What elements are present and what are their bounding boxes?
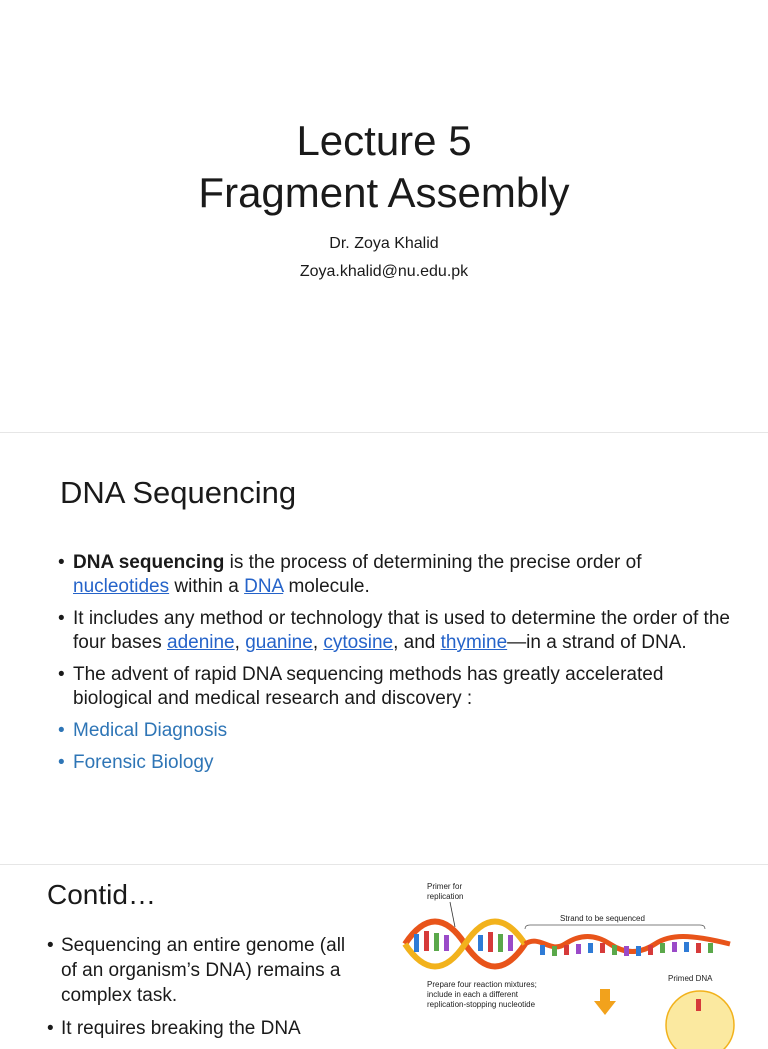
title-line-2: Fragment Assembly	[198, 169, 570, 216]
lecture-title	[0, 115, 768, 219]
bullet-icon: •	[58, 664, 65, 685]
text: It includes any method or technology that is used to determine the order of the four bases	[73, 608, 730, 653]
down-arrow-icon	[594, 989, 616, 1015]
text: ,	[312, 632, 324, 653]
title-slide	[0, 0, 768, 432]
bullet-list	[58, 551, 738, 783]
text: is the process of determining the precise order of	[224, 552, 642, 573]
prepare-label-2: include in each a different	[427, 990, 519, 999]
text: Medical Diagnosis	[73, 720, 228, 741]
link-nucleotides[interactable]: nucleotides	[73, 576, 170, 597]
bullet-list	[47, 933, 347, 1049]
bullet-genome	[47, 933, 347, 1008]
bullet-icon: •	[58, 720, 65, 741]
primer-pointer	[450, 902, 455, 927]
text: It requires breaking the DNA	[61, 1018, 301, 1039]
primed-dna-base	[696, 999, 701, 1011]
primer-label-2: replication	[427, 892, 464, 901]
text: within a	[169, 576, 245, 597]
bullet-advent	[58, 663, 738, 711]
bullet-icon: •	[47, 1018, 54, 1039]
primed-dna-label: Primed DNA	[668, 974, 713, 983]
text: molecule.	[283, 576, 370, 597]
strand-bracket	[525, 925, 705, 929]
bullet-icon: •	[58, 552, 65, 573]
link-thymine[interactable]: thymine	[440, 632, 508, 653]
bullet-forensic-biology	[58, 751, 738, 775]
link-cytosine[interactable]: cytosine	[323, 632, 394, 653]
text: Sequencing an entire genome (all of an organism’s DNA) remains a complex task.	[61, 935, 346, 1006]
bold-term: DNA sequencing	[73, 552, 225, 573]
dna-sequencing-figure	[400, 879, 740, 1025]
bullet-bases	[58, 607, 738, 655]
prepare-label-3: replication-stopping nucleotide	[427, 1000, 536, 1009]
bullet-icon: •	[58, 752, 65, 773]
text: , and	[393, 632, 441, 653]
bullet-medical-diagnosis	[58, 719, 738, 743]
contid-slide	[0, 864, 768, 1039]
author-block	[0, 230, 768, 286]
title-line-1: Lecture 5	[296, 117, 472, 164]
author-email: Zoya.khalid@nu.edu.pk	[299, 263, 469, 280]
dna-sequencing-slide	[0, 432, 768, 865]
bullet-definition	[58, 551, 738, 599]
link-adenine[interactable]: adenine	[167, 632, 235, 653]
link-guanine[interactable]: guanine	[245, 632, 313, 653]
text: —in a strand of DNA.	[507, 632, 687, 653]
prepare-label-1: Prepare four reaction mixtures;	[427, 980, 537, 989]
text: Forensic Biology	[73, 752, 214, 773]
strand-label: Strand to be sequenced	[560, 914, 645, 923]
slide-heading: DNA Sequencing	[60, 475, 297, 510]
text: ,	[234, 632, 246, 653]
primer-label-1: Primer for	[427, 882, 463, 891]
bullet-icon: •	[58, 608, 65, 629]
slide-heading: Contid…	[47, 879, 156, 910]
bullet-breaking	[47, 1016, 347, 1041]
text: The advent of rapid DNA sequencing methods has greatly accelerated biological and medical research and discovery :	[73, 664, 664, 709]
bullet-icon: •	[47, 935, 54, 956]
author-name: Dr. Zoya Khalid	[329, 235, 439, 252]
link-dna[interactable]: DNA	[244, 576, 284, 597]
